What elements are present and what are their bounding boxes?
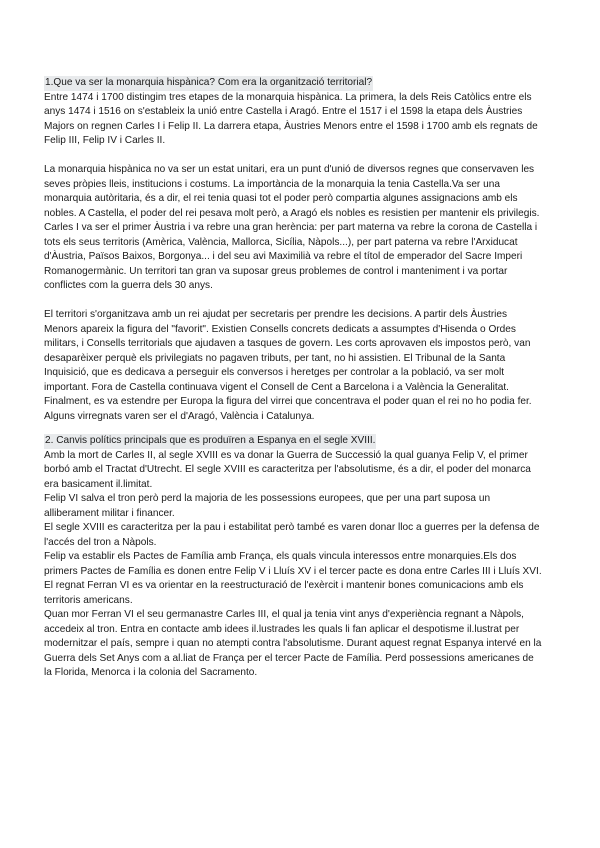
section-1: [44, 72, 542, 424]
section-2-paragraph-3: El segle XVIII es caracteritza per la pau i estabilitat però també es varen donar lloc a guerres per la defensa de l'accés del tron a Nàpols.: [44, 522, 540, 548]
section-2-heading: 2. Canvis polítics principals que es produïren a Espanya en el segle XVIII.: [44, 434, 376, 449]
section-2: [44, 430, 542, 681]
section-2-paragraph-5: El regnat Ferran VI es va orientar en la reestructuració de l'exèrcit i mantenir bones comunicacions amb els territoris americans.: [44, 580, 524, 606]
section-1-paragraph-2: La monarquia hispànica no va ser un estat unitari, era un punt d'unió de diversos regnes que conservaven les seves pròpies lleis, institucions i costums. La importància de la monarquia la tenia Castella.Va ser una monarquia autòritaria, és a dir, el rei tenia quasi tot el poder però compartia algunes assignacions amb els nobles. A Castella, el poder del rei pesava molt però, a Aragó els nobles es resistien per mantenir els privilegis. Carles I va ser el primer Àustria i va rebre una gran herència: per part materna va rebre la corona de Castella i tots els seus territoris (Amèrica, València, Mallorca, Sicília, Nàpols...), per part paterna va rebre l'Arxiducat d'Àustria, Països Baixos, Borgonya... i del seu avi Maximilià va rebre el títol de emperador del Sacre Imperi Romanogermànic. Un territori tan gran va suposar greus problemes de control i manteniment i va portar conflictes com la guerra dels 30 anys.: [44, 164, 540, 291]
section-2-paragraph-2: Felip VI salva el tron però perd la majoria de les possessions europees, que per una part suposa un alliberament militar i financer.: [44, 493, 491, 519]
section-1-paragraph-1: Entre 1474 i 1700 distingim tres etapes de la monarquia hispànica. La primera, la dels Reis Catòlics entre els anys 1474 i 1516 on s'estableix la unió entre Castella i Aragó. Entre el 1517 i el 1598 la etapa dels Àustries Majors on regnen Carles I i Felip II. La darrera etapa, Àustries Menors entre el 1598 i 1700 amb els regnats de Felip III, Felip IV i Carles II.: [44, 91, 538, 146]
section-2-paragraph-1: Amb la mort de Carles II, al segle XVIII es va donar la Guerra de Successió la qual guanya Felip V, el primer borbó amb el Tractat d'Utrecht. El segle XVIII es caracteritza per l'absolutisme, és a dir, el poder del monarca era basicament il.limitat.: [44, 449, 531, 490]
section-2-paragraph-4: Felip va establir els Pactes de Família amb França, els quals vincula interessos entre monarquies.Els dos primers Pactes de Família es donen entre Felip V i Lluís XV i el tercer pacte es dona entre Carles III i Lluís XVI.: [44, 551, 542, 577]
section-1-paragraph-3: El territori s'organitzava amb un rei ajudat per secretaris per prendre les decisions. A partir dels Àustries Menors apareix la figura del "favorit". Existien Consells concrets dedicats a assumptes d'Hisenda o Ordes militars, i Consells territorials que ajudaven a tasques de govern. Les corts aprovaven els impostos però, van desaparèixer perquè els privilegiats no pagaven tributs, per tant, no hi assistien. El Tribunal de la Santa Inquisició, que es dedicava a perseguir els conversos i heretges per controlar a la població, va ser molt important. Fora de Castella continuava vigent el Consell de Cent a Barcelona i a València la Generalitat. Finalment, es va estendre per Europa la figura del virrei que concentrava el poder quan el rei no ho podia fer. Alguns virregnats varen ser el d'Aragó, València i Catalunya.: [44, 309, 532, 422]
section-1-heading: 1.Que va ser la monarquia hispànica? Com era la organització territorial?: [44, 76, 373, 91]
section-2-paragraph-6: Quan mor Ferran VI el seu germanastre Carles III, el qual ja tenia vint anys d'experiència regnant a Nàpols, accedeix al tron. Entra en contacte amb idees il.lustrades les quals li fan aplicar el despotisme il.lustrat per modernitzar el país, sempre i quan no atempti contra l'absolutisme. Durant aquest regnat Espanya intervé en la Guerra dels Set Anys com a al.liat de França per el tercer Pacte de Família. Perd possessions americanes de la Florida, Menorca i la colonia del Sacramento.: [44, 609, 542, 678]
